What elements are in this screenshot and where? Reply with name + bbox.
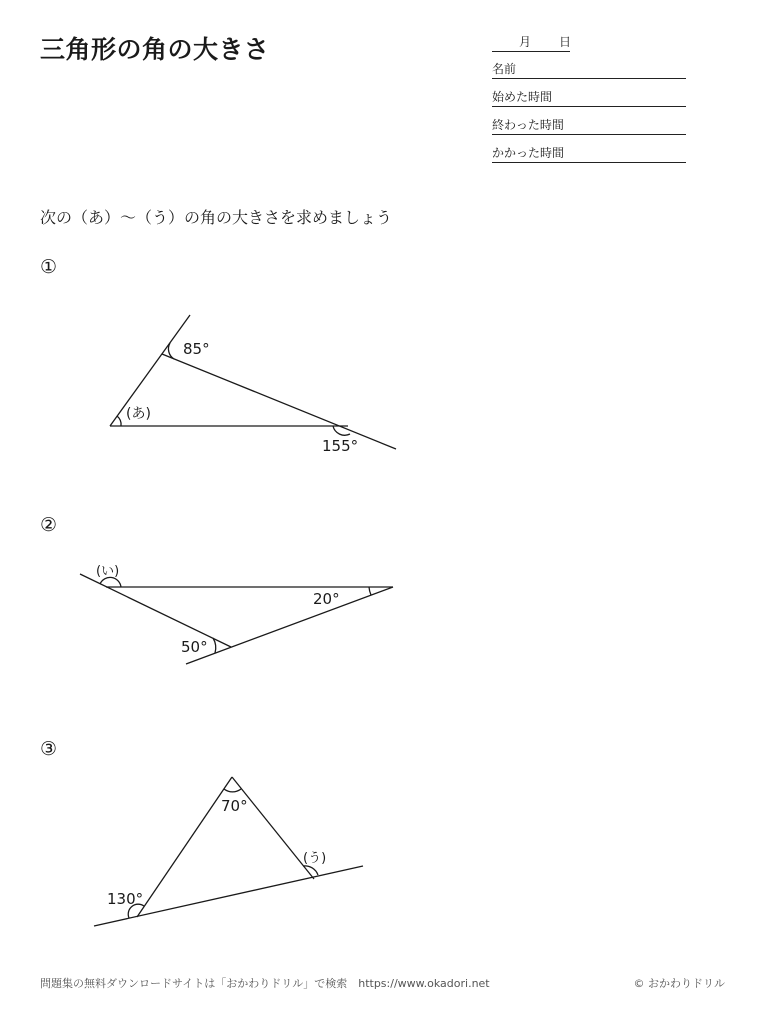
p1-side-extended — [162, 354, 396, 449]
start-time-label: 始めた時間 — [492, 90, 553, 104]
p3-side-left — [137, 777, 232, 917]
problem-3-number: ③ — [40, 738, 58, 760]
p3-label-left: 130° — [107, 890, 144, 908]
p3-label-top: 70° — [221, 797, 248, 815]
footer-copyright: © おかわりドリル — [633, 977, 725, 990]
problem-1-number: ① — [40, 256, 58, 278]
p1-label-left: (あ) — [126, 406, 151, 422]
p2-label-left: (い) — [96, 564, 120, 579]
p2-side-left — [80, 574, 231, 647]
p1-label-top: 85° — [183, 340, 210, 358]
day-label: 日 — [559, 35, 572, 49]
duration-label: かかった時間 — [492, 146, 565, 160]
p2-label-right: 20° — [313, 590, 340, 608]
instruction-text: 次の（あ）～（う）の角の大きさを求めましょう — [40, 208, 393, 227]
p3-label-right: (う) — [303, 851, 327, 866]
name-label: 名前 — [492, 62, 517, 76]
end-time-label: 終わった時間 — [492, 118, 564, 132]
page-title: 三角形の角の大きさ — [40, 35, 270, 64]
p2-side-right — [186, 587, 393, 664]
month-label: 月 — [519, 35, 532, 49]
problem-1-figure — [110, 315, 396, 449]
p1-label-right: 155° — [322, 437, 359, 455]
p2-arc-right — [369, 587, 371, 595]
p1-arc-left — [117, 416, 121, 426]
footer-text: 問題集の無料ダウンロードサイトは「おかわりドリル」で検索 https://www.okadori.net — [40, 977, 490, 990]
p2-arc-bottom — [213, 638, 216, 653]
p3-side-right — [232, 777, 314, 879]
p2-label-bottom: 50° — [181, 638, 208, 656]
p3-arc-top — [224, 789, 241, 792]
problem-2-number: ② — [40, 514, 58, 536]
problem-2-figure — [80, 574, 393, 664]
